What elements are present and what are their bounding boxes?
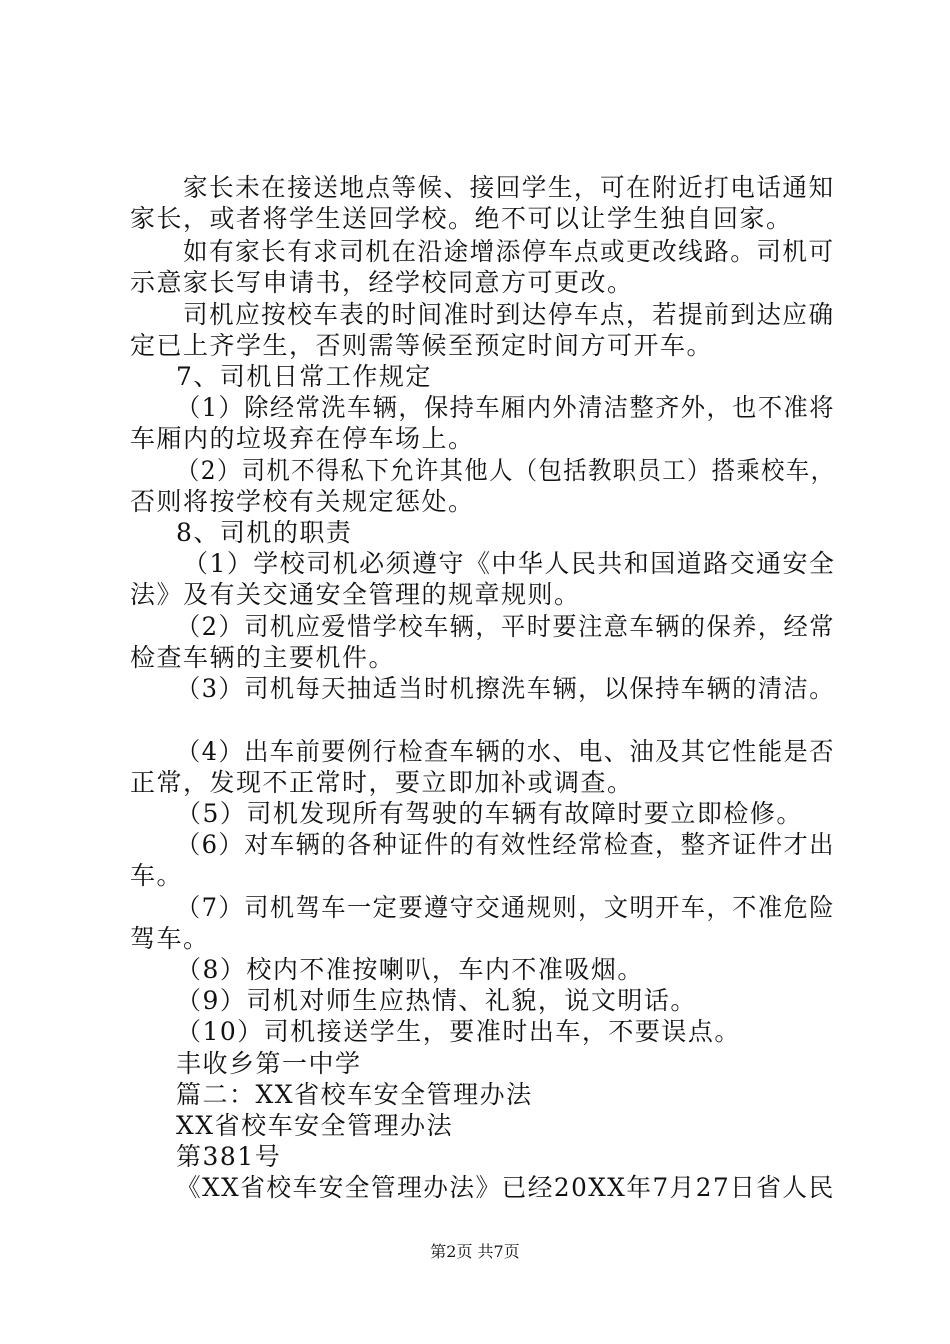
text-line: 驾车。 [130, 924, 210, 953]
text-line: 《XX省校车安全管理办法》已经20XX年7月27日省人民 [176, 1173, 835, 1202]
text-line: 正常，发现不正常时，要立即加补或调查。 [130, 768, 634, 797]
text-line: 示意家长写申请书，经学校同意方可更改。 [130, 268, 634, 297]
section-heading: 篇二：XX省校车安全管理办法 [176, 1080, 533, 1109]
text-line: 法》及有关交通安全管理的规章规则。 [130, 580, 581, 609]
document-number: 第381号 [176, 1142, 282, 1171]
document-title: XX省校车安全管理办法 [176, 1111, 454, 1140]
text-line: （4）出车前要例行检查车辆的水、电、油及其它性能是否 [176, 737, 835, 766]
section-heading: 8、司机的职责 [176, 518, 353, 547]
text-line: 车。 [130, 861, 184, 890]
text-line: （3）司机每天抽适当时机擦洗车辆，以保持车辆的清洁。 [176, 674, 835, 703]
text-line: （10）司机接送学生，要准时出车，不要误点。 [176, 1017, 741, 1046]
text-line: 车厢内的垃圾弃在停车场上。 [130, 424, 475, 453]
text-line: 定已上齐学生，否则需等候至预定时间方可开车。 [130, 331, 714, 360]
text-line: 否则将按学校有关规定惩处。 [130, 487, 475, 516]
text-line: （9）司机对师生应热情、礼貌，说文明话。 [176, 986, 697, 1015]
text-line: 家长未在接送地点等候、接回学生，可在附近打电话通知 [183, 173, 835, 202]
page-footer: 第2页 共7页 [430, 1242, 520, 1261]
text-line: 家长，或者将学生送回学校。绝不可以让学生独自回家。 [130, 204, 793, 233]
text-line: （5）司机发现所有驾驶的车辆有故障时要立即检修。 [176, 799, 803, 828]
section-heading: 7、司机日常工作规定 [176, 362, 432, 391]
organization-name: 丰收乡第一中学 [176, 1049, 362, 1078]
text-line: 如有家长有求司机在沿途增添停车点或更改线路。司机可 [183, 237, 835, 266]
text-line: （2）司机不得私下允许其他人（包括教职员工）搭乘校车， [176, 456, 836, 485]
text-line: 检查车辆的主要机件。 [130, 643, 396, 672]
text-line: （8）校内不准按喇叭，车内不准吸烟。 [176, 955, 644, 984]
text-line: （6）对车辆的各种证件的有效性经常检查，整齐证件才出 [176, 830, 835, 859]
text-line: （2）司机应爱惜学校车辆，平时要注意车辆的保养，经常 [176, 612, 835, 641]
text-line: 司机应按校车表的时间准时到达停车点，若提前到达应确 [183, 300, 835, 329]
text-line: （1）学校司机必须遵守《中华人民共和国道路交通安全 [183, 549, 836, 578]
text-line: （7）司机驾车一定要遵守交通规则，文明开车，不准危险 [176, 893, 835, 922]
text-line: （1）除经常洗车辆，保持车厢内外清洁整齐外，也不准将 [176, 393, 835, 422]
